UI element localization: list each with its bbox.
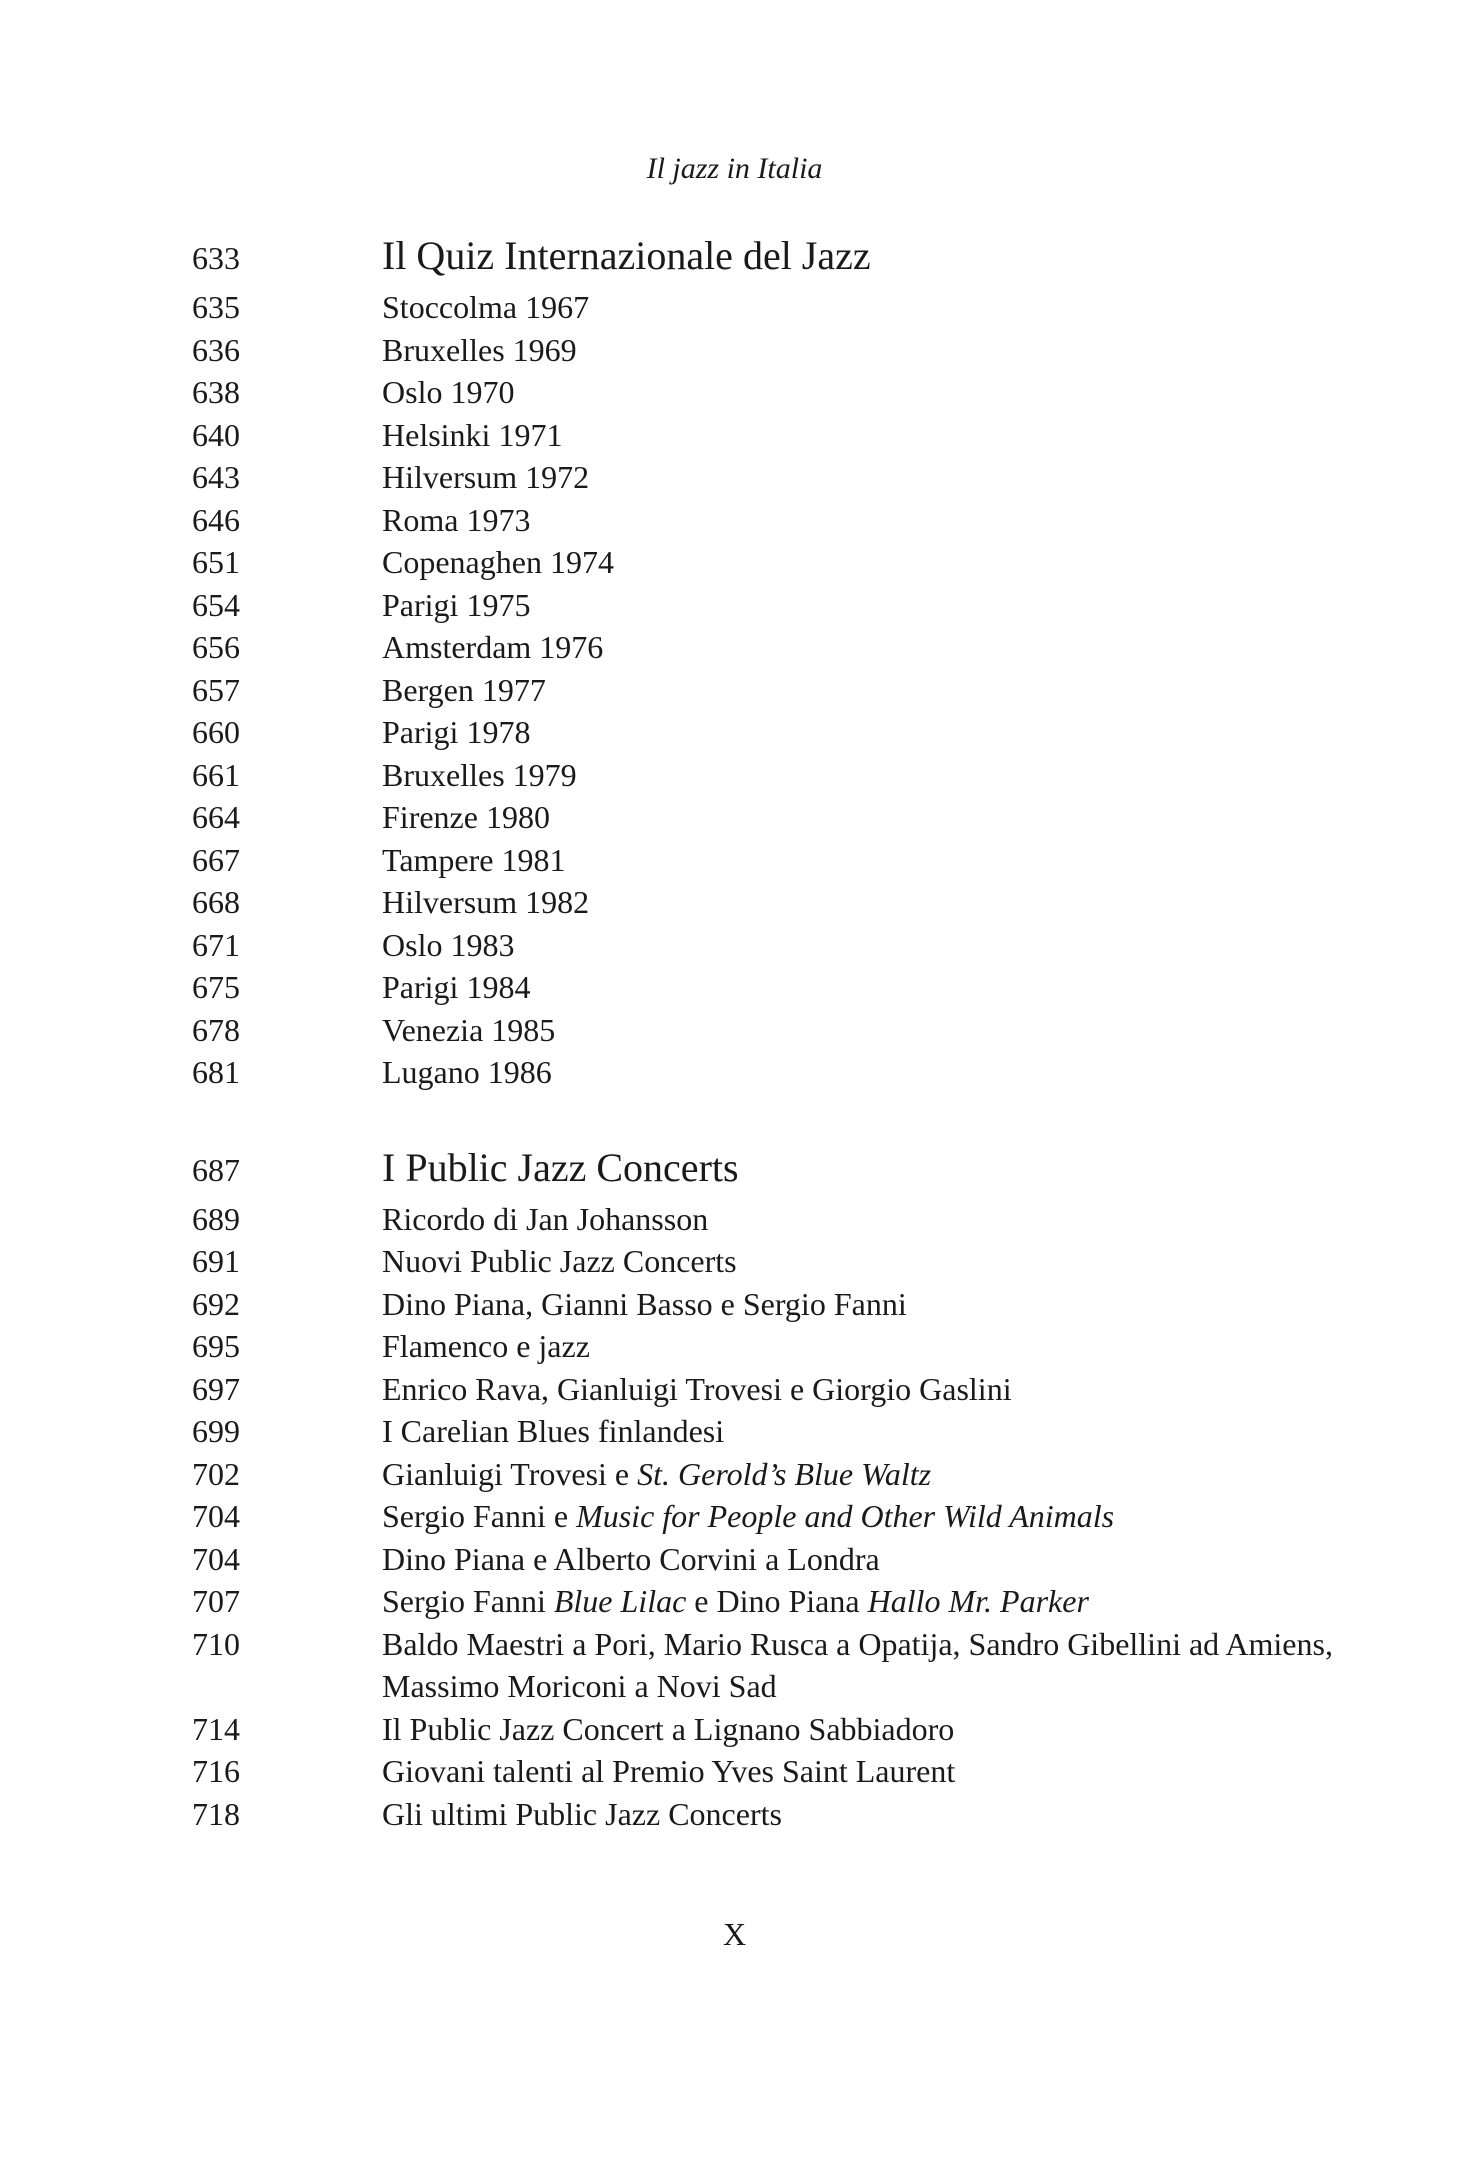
toc-page-number: 661 — [192, 756, 240, 793]
toc-entry-title — [382, 1368, 1342, 1411]
toc-page-number: 687 — [192, 1151, 240, 1188]
toc-page-number: 714 — [192, 1710, 240, 1747]
toc-entry — [0, 1750, 1469, 1793]
toc-entry — [0, 541, 1469, 584]
toc-entry — [0, 499, 1469, 542]
toc-section — [0, 1140, 1469, 1836]
toc-entry-title-text: Stoccolma 1967 — [382, 289, 590, 325]
toc-entry-title — [382, 1495, 1342, 1538]
toc-page-number: 702 — [192, 1455, 240, 1492]
toc-entry-title — [382, 286, 1342, 329]
toc-page-number: 660 — [192, 714, 240, 750]
toc-entry-title-italic: Music for People and Other Wild Animals — [576, 1498, 1115, 1534]
toc-entry-title — [382, 1283, 1342, 1326]
toc-entry-title — [382, 1198, 1342, 1241]
toc-entry — [0, 1495, 1469, 1538]
toc-entry-title — [382, 1538, 1342, 1581]
running-head: Il jazz in Italia — [646, 152, 823, 185]
toc-entry — [0, 711, 1469, 754]
toc-page-number: 636 — [192, 331, 240, 368]
toc-entry — [0, 1240, 1469, 1283]
toc-entry-title — [382, 1708, 1342, 1751]
toc-entry-title — [382, 1410, 1342, 1453]
toc-page-number: 697 — [192, 1370, 240, 1407]
toc-entry-title-text: Parigi 1984 — [382, 969, 531, 1005]
toc-entry-title — [382, 1240, 1342, 1283]
toc-entry-title-text: Dino Piana, Gianni Basso e Sergio Fanni — [382, 1285, 907, 1322]
toc-page-number: 656 — [192, 629, 240, 665]
toc-entry-title — [382, 414, 1342, 457]
toc-entry-title — [382, 796, 1342, 839]
toc-entry-title-text: Bergen 1977 — [382, 671, 546, 708]
toc-entry-title-text: Lugano 1986 — [382, 1054, 552, 1090]
toc-entry-title-text: Tampere 1981 — [382, 841, 566, 878]
toc-entry — [0, 1198, 1469, 1241]
toc-entry — [0, 1538, 1469, 1581]
toc-page-number: 640 — [192, 416, 240, 453]
toc-entry-title — [382, 371, 1342, 414]
toc-entry-title-text: Firenze 1980 — [382, 799, 550, 835]
toc-page-number: 633 — [192, 240, 240, 276]
toc-entry-title-text: Baldo Maestri a Pori, Mario Rusca a Opatija, Sandro Gibellini ad Amiens, Massimo Moriconi a Novi Sad — [382, 1625, 1333, 1704]
toc-entry-title-text: Oslo 1983 — [382, 926, 515, 963]
toc-entry — [0, 881, 1469, 924]
toc-entry-title — [382, 1009, 1342, 1052]
toc-entry-title-text: Nuovi Public Jazz Concerts — [382, 1243, 737, 1279]
toc-entry — [0, 626, 1469, 669]
toc-page-number: 691 — [192, 1243, 240, 1279]
toc-page-number: 678 — [192, 1011, 240, 1048]
page-number: X — [722, 1916, 747, 1952]
toc-entry-title-text: Amsterdam 1976 — [382, 629, 604, 665]
toc-page-number: 654 — [192, 586, 240, 623]
toc-entry — [0, 796, 1469, 839]
toc-page-number: 675 — [192, 969, 240, 1005]
toc-heading-title: Il Quiz Internazionale del Jazz — [382, 233, 871, 278]
toc-entry-title — [382, 456, 1342, 499]
toc-entry-title-italic: Hallo Mr. Parker — [867, 1583, 1089, 1619]
toc-entry-title — [382, 626, 1342, 669]
toc-entry — [0, 584, 1469, 627]
toc-entry — [0, 839, 1469, 882]
toc-page-number: 646 — [192, 501, 240, 538]
toc-entry-title-text: Hilversum 1982 — [382, 884, 590, 920]
toc-entry — [0, 456, 1469, 499]
toc-entry-title-text: Hilversum 1972 — [382, 459, 590, 495]
toc-section-heading — [0, 1140, 1469, 1198]
toc-entry-title-italic: Blue Lilac — [553, 1583, 687, 1619]
toc-entry — [0, 1051, 1469, 1094]
toc-entry-title — [382, 1750, 1342, 1793]
toc-entry — [0, 414, 1469, 457]
toc-entry-title-text: Gianluigi Trovesi e — [382, 1455, 638, 1492]
toc-entry-title — [382, 711, 1342, 754]
toc-entry-title-text: Bruxelles 1979 — [382, 756, 577, 793]
toc-entry-title — [382, 1453, 1342, 1496]
toc-page-number: 692 — [192, 1285, 240, 1322]
toc-heading-title: I Public Jazz Concerts — [382, 1144, 739, 1190]
toc-entry-title — [382, 1051, 1342, 1094]
toc-page-number: 668 — [192, 884, 240, 920]
toc-page-number: 704 — [192, 1540, 240, 1577]
toc-section — [0, 228, 1469, 1094]
toc-entry-title-text: Sergio Fanni e — [382, 1498, 577, 1534]
toc-page-number: 643 — [192, 459, 240, 495]
toc-entry — [0, 1580, 1469, 1623]
toc-page-number: 635 — [192, 289, 240, 325]
toc-page-number: 651 — [192, 544, 240, 580]
toc-entry-title-text: Sergio Fanni — [382, 1583, 554, 1619]
toc-entry — [0, 329, 1469, 372]
toc-entry-title-text: Enrico Rava, Gianluigi Trovesi e Giorgio Gaslini — [382, 1370, 1012, 1407]
toc-entry — [0, 1793, 1469, 1836]
toc-entry-title — [382, 1623, 1342, 1708]
toc-entry-title-text: Copenaghen 1974 — [382, 544, 614, 580]
toc-entry — [0, 1368, 1469, 1411]
toc-entry-title-italic: St. Gerold’s Blue Waltz — [637, 1455, 932, 1492]
toc-entry-title — [382, 1793, 1342, 1836]
toc-entry-title — [382, 881, 1342, 924]
toc-entry-title — [382, 1325, 1342, 1368]
toc-entry-title-text: e Dino Piana — [686, 1583, 868, 1619]
toc-entry — [0, 371, 1469, 414]
toc-entry — [0, 1283, 1469, 1326]
toc-page-number: 704 — [192, 1498, 240, 1534]
toc-page-number: 716 — [192, 1753, 240, 1789]
toc-entry-title-text: Giovani talenti al Premio Yves Saint Laurent — [382, 1753, 956, 1789]
toc-entry-title — [382, 754, 1342, 797]
toc-page-number: 681 — [192, 1054, 240, 1090]
toc-entry-title-text: Flamenco e jazz — [382, 1328, 590, 1364]
toc-entry-title — [382, 584, 1342, 627]
toc-entry — [0, 669, 1469, 712]
toc-entry — [0, 1009, 1469, 1052]
toc-page-number: 689 — [192, 1200, 240, 1237]
toc-entry — [0, 1453, 1469, 1496]
toc-entry-title-text: Ricordo di Jan Johansson — [382, 1200, 709, 1237]
toc-entry — [0, 1410, 1469, 1453]
toc-entry-title — [382, 839, 1342, 882]
toc-entry-title — [382, 541, 1342, 584]
toc-entry — [0, 966, 1469, 1009]
toc-page-number: 695 — [192, 1328, 240, 1364]
toc-entry — [0, 1708, 1469, 1751]
toc-entry-title-text: Parigi 1975 — [382, 586, 531, 623]
toc-section-heading — [0, 228, 1469, 286]
toc-entry-title-text: Venezia 1985 — [382, 1011, 556, 1048]
table-of-contents — [0, 228, 1469, 1835]
toc-page-number: 671 — [192, 926, 240, 963]
toc-entry — [0, 924, 1469, 967]
toc-page-number: 707 — [192, 1583, 240, 1619]
toc-page-number: 710 — [192, 1625, 240, 1662]
toc-page-number: 667 — [192, 841, 240, 878]
toc-entry-title — [382, 669, 1342, 712]
toc-entry-title — [382, 329, 1342, 372]
toc-entry-title-text: Bruxelles 1969 — [382, 331, 577, 368]
toc-page-number: 638 — [192, 374, 240, 410]
toc-entry-title-text: Dino Piana e Alberto Corvini a Londra — [382, 1540, 880, 1577]
toc-entry-title — [382, 499, 1342, 542]
toc-entry-title-text: Helsinki 1971 — [382, 416, 563, 453]
toc-page-number: 657 — [192, 671, 240, 708]
toc-entry-title — [382, 966, 1342, 1009]
toc-entry — [0, 1325, 1469, 1368]
toc-page-number: 664 — [192, 799, 240, 835]
toc-entry-title-text: Gli ultimi Public Jazz Concerts — [382, 1795, 782, 1832]
toc-entry-title — [382, 1580, 1342, 1623]
toc-entry — [0, 754, 1469, 797]
toc-entry-title-text: Roma 1973 — [382, 501, 531, 538]
toc-entry-title-text: I Carelian Blues finlandesi — [382, 1413, 725, 1449]
toc-page-number: 718 — [192, 1795, 240, 1832]
toc-entry — [0, 1623, 1469, 1708]
toc-entry-title-text: Oslo 1970 — [382, 374, 515, 410]
toc-entry-title-text: Il Public Jazz Concert a Lignano Sabbiadoro — [382, 1710, 955, 1747]
toc-entry-title-text: Parigi 1978 — [382, 714, 531, 750]
toc-entry-title — [382, 924, 1342, 967]
toc-page-number: 699 — [192, 1413, 240, 1449]
toc-entry — [0, 286, 1469, 329]
